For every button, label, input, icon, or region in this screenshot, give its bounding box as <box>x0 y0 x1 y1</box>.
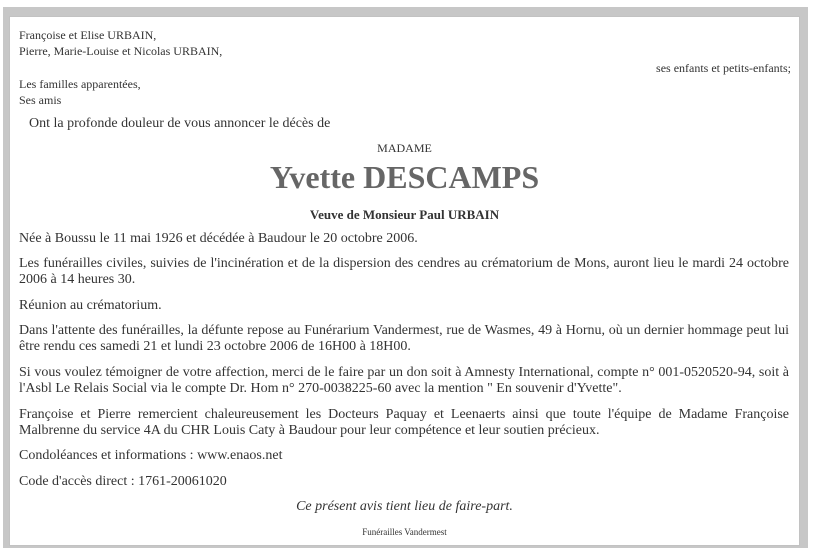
thanks-paragraph: Françoise et Pierre remercient chaleureusement les Docteurs Paquay et Leenaerts ainsi que toute l'équipe de Madame Françoise Malbrenne du service 4A du CHR Louis Caty à Baudour pour leur compétence et leur soutien précieux. <box>19 407 789 438</box>
family-line-3: Les familles apparentées, <box>19 77 141 91</box>
deceased-title: MADAME <box>377 141 432 155</box>
announcement-intro: Ont la profonde douleur de vous annoncer le décès de <box>29 116 331 131</box>
widow-line: Veuve de Monsieur Paul URBAIN <box>309 207 500 222</box>
funeral-paragraph: Les funérailles civiles, suivies de l'incinération et de la dispersion des cendres au crématorium de Mons, auront lieu le mardi 24 octobre 2006 à 14 heures 30. <box>19 256 789 287</box>
birth-paragraph: Née à Boussu le 11 mai 1926 et décédée à Baudour le 20 octobre 2006. <box>19 231 418 246</box>
donation-paragraph: Si vous voulez témoigner de votre affection, merci de le faire par un don soit à Amnesty International, compte n° 001-0520520-94, soit à l'Asbl Le Relais Social via le compte Dr. Hom n° 270-0038225-60 avec la mention " En souvenir d'Yvette". <box>19 365 789 396</box>
condolences-paragraph: Condoléances et informations : www.enaos.net <box>19 448 283 463</box>
family-line-4: Ses amis <box>19 93 62 107</box>
deceased-name: Yvette DESCAMPS <box>269 159 540 195</box>
family-children: ses enfants et petits-enfants; <box>656 61 791 75</box>
access-code-paragraph: Code d'accès direct : 1761-20061020 <box>19 474 227 489</box>
funeral-home-footer: Funérailles Vandermest <box>362 527 447 537</box>
closing-note: Ce présent avis tient lieu de faire-part. <box>296 499 513 514</box>
death-notice-card <box>9 16 800 546</box>
meeting-paragraph: Réunion au crématorium. <box>19 298 162 313</box>
family-line-2: Pierre, Marie-Louise et Nicolas URBAIN, <box>19 44 223 58</box>
repose-paragraph: Dans l'attente des funérailles, la défunte repose au Funérarium Vandermest, rue de Wasmes, 49 à Hornu, où un dernier hommage peut lui être rendu ces samedi 21 et lundi 23 octobre 2006 de 16H00 à 18H00. <box>19 323 789 354</box>
family-line-1: Françoise et Elise URBAIN, <box>19 28 157 42</box>
